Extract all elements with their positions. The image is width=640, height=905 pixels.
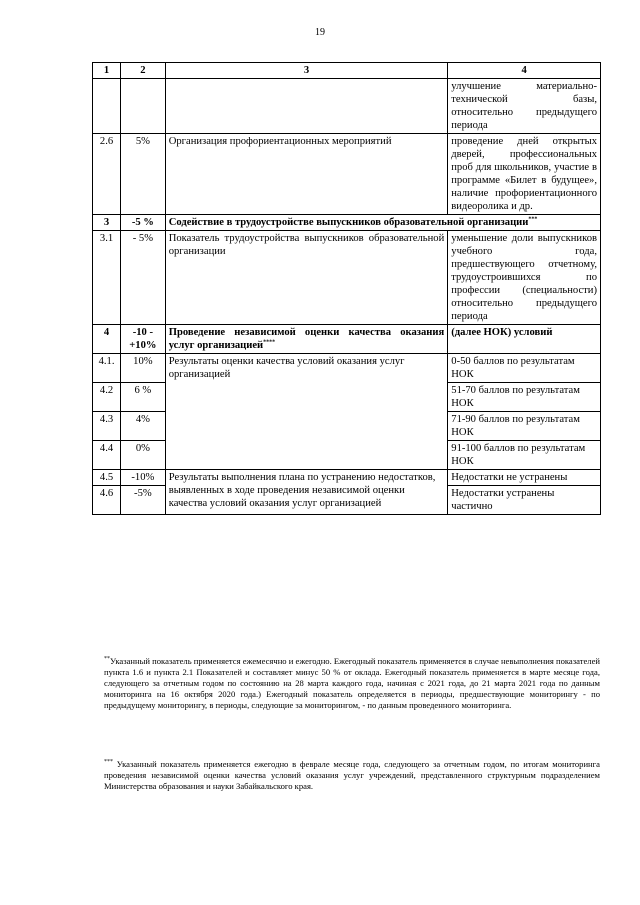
- row-indicator: [165, 79, 448, 134]
- page-number: 19: [315, 27, 325, 38]
- row-percent: 10%: [121, 354, 166, 383]
- row-percent: -5 %: [121, 215, 166, 231]
- row-indicator: Результаты выполнения плана по устранению недостатков, выявленных в ходе проведения независимой оценки качества условий оказания услуг организацией: [165, 470, 448, 515]
- row-percent: 0%: [121, 441, 166, 470]
- row-percent: [121, 79, 166, 134]
- section-row: [93, 215, 601, 231]
- footnote-text: Указанный показатель применяется ежемесячно и ежегодно. Ежегодный показатель применяется в случае невыполнения показателей пункта 1.6 и пункта 2.1 Показателей и составляет минус 50 % от оклада. Ежегодный показатель применяется в марте месяце года, следующего за отчетным годом по состоянию на 28 марта каждого года, начиная с 2021 года, до 21 марта 2021 года по данным мониторинга на 16 октября 2020 года.) Ежегодный показатель определяется в периоды, предшествующие мониторингу - по предыдущему мониторингу, в периоды, следующие за мониторингом, - по данным проведенного мониторинга.: [104, 656, 600, 710]
- header-col-4: 4: [448, 63, 601, 79]
- row-percent: 5%: [121, 134, 166, 215]
- table-row: [93, 354, 601, 383]
- row-number: 4.2: [93, 383, 121, 412]
- row-indicator: Результаты оценки качества условий оказания услуг организацией: [165, 354, 448, 470]
- row-criteria: 71-90 баллов по результатам НОК: [448, 412, 601, 441]
- header-col-2: 2: [121, 63, 166, 79]
- header-col-1: 1: [93, 63, 121, 79]
- footnote: [104, 656, 600, 711]
- row-criteria: проведение дней открытых дверей, профессиональных проб для школьников, участие в программе «Билет в будущее», наличие профориентационного видеоролика и др.: [448, 134, 601, 215]
- row-percent: -5%: [121, 486, 166, 515]
- row-percent: 4%: [121, 412, 166, 441]
- row-criteria: 51-70 баллов по результатам НОК: [448, 383, 601, 412]
- footnote-mark: ***: [104, 759, 113, 766]
- header-col-3: 3: [165, 63, 448, 79]
- row-indicator: Организация профориентационных мероприятий: [165, 134, 448, 215]
- section-row: [93, 325, 601, 354]
- section-title: [165, 215, 600, 231]
- row-criteria: 0-50 баллов по результатам НОК: [448, 354, 601, 383]
- row-number: 3: [93, 215, 121, 231]
- table-header-row: [93, 63, 601, 79]
- section-title-text: Содействие в трудоустройстве выпускников образовательной организации: [168, 217, 529, 228]
- row-number: 4.3: [93, 412, 121, 441]
- row-number: 4.4: [93, 441, 121, 470]
- row-indicator: Показатель трудоустройства выпускников образовательной организации: [165, 231, 448, 325]
- table-row: [93, 231, 601, 325]
- row-criteria: Недостатки устранены частично: [448, 486, 601, 515]
- row-number: [93, 79, 121, 134]
- row-criteria: улучшение материально-технической базы, относительно предыдущего периода: [448, 79, 601, 134]
- row-number: 4: [93, 325, 121, 354]
- row-percent: -10%: [121, 470, 166, 486]
- footnote-mark: ****: [263, 339, 276, 346]
- section-title-continued: (далее НОК) условий: [448, 325, 601, 354]
- table-row: [93, 79, 601, 134]
- row-criteria: 91-100 баллов по результатам НОК: [448, 441, 601, 470]
- row-number: 3.1: [93, 231, 121, 325]
- row-number: 4.1.: [93, 354, 121, 383]
- row-percent: -10 - +10%: [121, 325, 166, 354]
- row-number: 4.6: [93, 486, 121, 515]
- row-number: 4.5: [93, 470, 121, 486]
- table-row: [93, 470, 601, 486]
- row-percent: - 5%: [121, 231, 166, 325]
- section-title: [165, 325, 448, 354]
- footnote-mark: **: [104, 656, 110, 663]
- section-title-text: Проведение независимой оценки качества оказания услуг организацией: [168, 327, 445, 351]
- footnote-mark: ***: [528, 216, 538, 223]
- table-row: [93, 134, 601, 215]
- footnote-text: Указанный показатель применяется ежегодно в феврале месяце года, следующего за отчетным годом, по итогам мониторинга проведения независимой оценки качества условий оказания услуг учреждений, представленного структурным подразделением Министерства образования и науки Забайкальского края.: [104, 759, 600, 791]
- row-percent: 6 %: [121, 383, 166, 412]
- footnote: [104, 759, 600, 792]
- row-number: 2.6: [93, 134, 121, 215]
- indicators-table: [92, 62, 601, 515]
- row-criteria: Недостатки не устранены: [448, 470, 601, 486]
- row-criteria: уменьшение доли выпускников учебного года, предшествующего отчетному, трудоустроившихся по профессии (специальности) относительно предыдущего периода: [448, 231, 601, 325]
